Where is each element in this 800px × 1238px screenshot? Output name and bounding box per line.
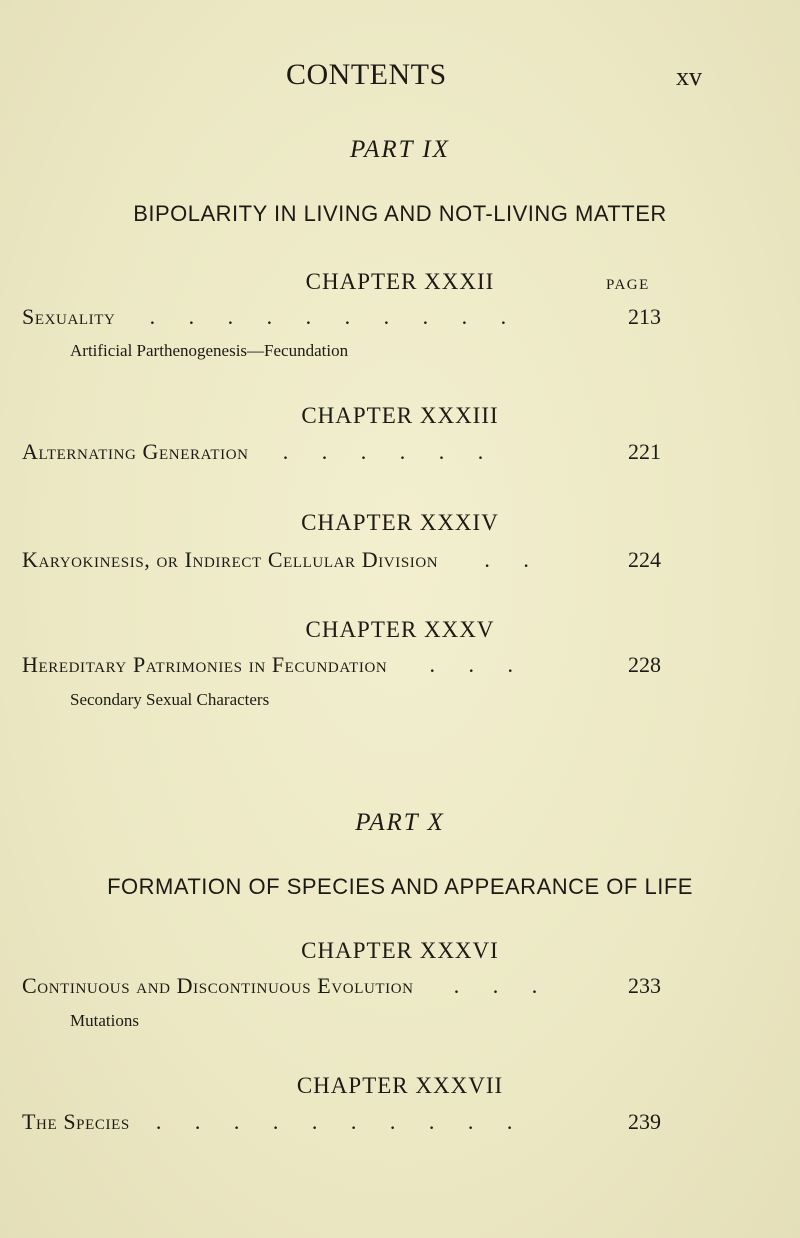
chapter-xxxvi-subtopics: Mutations [70, 1011, 139, 1030]
chapter-xxxii-subtopics: Artificial Parthenogenesis—Fecundation [70, 341, 349, 360]
entry-title: Hereditary Patrimonies in Fecundation [22, 652, 388, 677]
running-head: CONTENTS [286, 58, 447, 91]
part-ix-title: PART IX [350, 136, 450, 163]
toc-entry-continuous-evolution [22, 973, 682, 999]
dot-leader: . . . [453, 973, 552, 998]
entry-title: Continuous and Discontinuous Evolution [22, 973, 414, 998]
chapter-xxxv-subtopics: Secondary Sexual Characters [70, 690, 270, 709]
page-number-239: 239 [628, 1109, 661, 1134]
toc-entry-alternating-generation [22, 439, 682, 465]
part-x-title: PART X [355, 809, 445, 836]
chapter-xxxiv-heading: CHAPTER XXXIV [301, 510, 499, 535]
dot-leader: . . . . . . [282, 439, 498, 464]
toc-entry-sexuality [22, 304, 682, 330]
part-ix-heading: BIPOLARITY IN LIVING AND NOT-LIVING MATTER [133, 201, 667, 226]
entry-title: Sexuality [22, 304, 116, 329]
page-number-213: 213 [628, 304, 661, 329]
chapter-xxxvii-heading: CHAPTER XXXVII [296, 1073, 504, 1098]
page-number-224: 224 [628, 547, 661, 572]
chapter-xxxii-heading: CHAPTER XXXII [305, 269, 495, 294]
toc-entry-karyokinesis [22, 547, 682, 573]
page-number-228: 228 [628, 652, 661, 677]
part-x-heading: FORMATION OF SPECIES AND APPEARANCE OF LIFE [107, 874, 693, 899]
chapter-xxxvi-heading: CHAPTER XXXVI [301, 938, 499, 963]
dot-leader: . . . [429, 652, 527, 677]
page-folio: xv [676, 62, 702, 91]
dot-leader: . . [484, 547, 543, 572]
dot-leader: . . . . . . . . . . [149, 304, 521, 329]
toc-entry-the-species [22, 1109, 682, 1135]
chapter-xxxiii-heading: CHAPTER XXXIII [301, 403, 499, 428]
page-column-label: PAGE [606, 277, 650, 293]
toc-entry-hereditary-patrimonies [22, 652, 682, 678]
dot-leader: . . . . . . . . . . [155, 1109, 527, 1134]
entry-title: Karyokinesis, or Indirect Cellular Division [22, 547, 439, 572]
chapter-xxxv-heading: CHAPTER XXXV [305, 617, 495, 642]
entry-title: Alternating Generation [22, 439, 249, 464]
entry-title: The Species [22, 1109, 130, 1134]
page-number-233: 233 [628, 973, 661, 998]
page-number-221: 221 [628, 439, 661, 464]
